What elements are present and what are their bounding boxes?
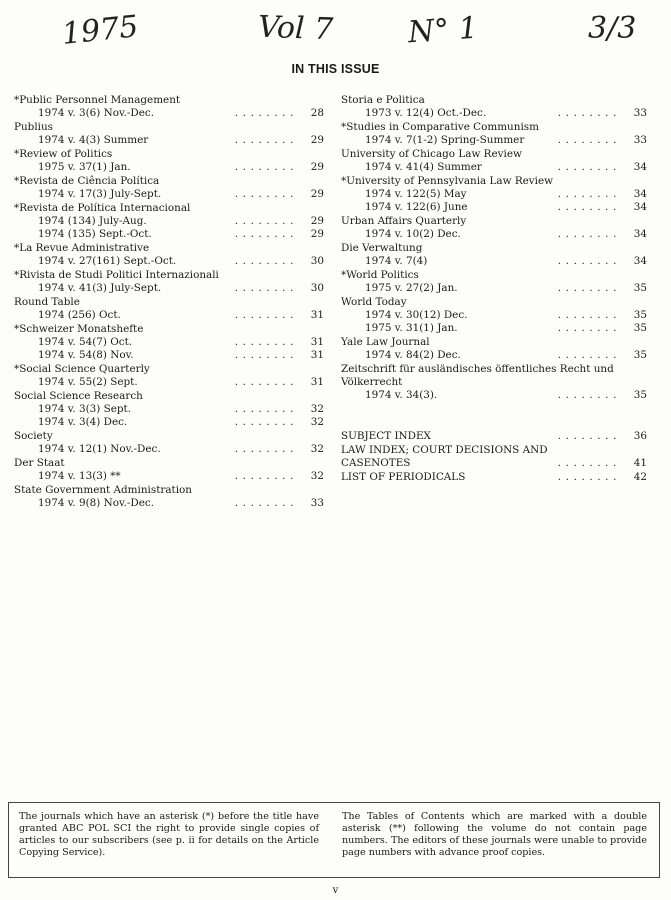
dot-leader: ........ <box>234 107 298 119</box>
page-ref: 31 <box>310 309 324 321</box>
journal-title: Yale Law Journal <box>341 336 430 348</box>
page-number: v <box>332 885 339 896</box>
journal-title: *Studies in Comparative Communism <box>341 121 539 133</box>
toc-line <box>341 161 647 174</box>
issue-label: LIST OF PERIODICALS <box>341 471 466 483</box>
page-ref: 34 <box>633 161 647 173</box>
toc-line <box>14 161 324 174</box>
page-ref: 34 <box>633 201 647 213</box>
page-ref: 35 <box>633 349 647 361</box>
dot-leader: ........ <box>557 282 621 294</box>
toc-line <box>341 389 647 402</box>
page-ref: 31 <box>310 349 324 361</box>
dot-leader: ........ <box>557 161 621 173</box>
issue-label: 1974 v. 41(3) July-Sept. <box>38 282 162 294</box>
page-ref: 35 <box>633 309 647 321</box>
page-ref: 35 <box>633 389 647 401</box>
issue-label: 1974 v. 12(1) Nov.-Dec. <box>38 443 161 455</box>
toc-line <box>341 134 647 147</box>
journal-entry <box>14 363 324 389</box>
dot-leader: ........ <box>234 255 298 267</box>
dot-leader: ........ <box>234 403 298 415</box>
journal-entry <box>14 148 324 174</box>
issue-label: 1974 v. 7(4) <box>365 255 428 267</box>
page-ref: 33 <box>310 497 324 509</box>
issue-label: 1974 v. 3(6) Nov.-Dec. <box>38 107 155 119</box>
journal-entry <box>341 215 647 241</box>
right-column <box>341 94 647 485</box>
journal-entry <box>341 121 647 147</box>
index-entry <box>341 444 647 470</box>
dot-leader: ........ <box>234 336 298 348</box>
issue-label: 1974 v. 3(3) Sept. <box>38 403 132 415</box>
dot-leader: ........ <box>234 349 298 361</box>
journal-title: Urban Affairs Quarterly <box>341 215 467 227</box>
page-ref: 32 <box>310 416 324 428</box>
dot-leader: ........ <box>234 215 298 227</box>
issue-label: 1974 v. 13(3) ** <box>38 470 121 482</box>
page-ref: 36 <box>633 430 647 442</box>
toc-line <box>14 336 324 349</box>
journal-entry <box>14 323 324 362</box>
dot-leader: ........ <box>557 107 621 119</box>
toc-line <box>14 228 324 241</box>
page-ref: 29 <box>310 188 324 200</box>
handwritten-year: 1975 <box>60 9 140 52</box>
issue-label: 1974 v. 27(161) Sept.-Oct. <box>38 255 177 267</box>
dot-leader: ........ <box>557 309 621 321</box>
journal-title: *Review of Politics <box>14 148 113 160</box>
issue-label: SUBJECT INDEX <box>341 430 431 442</box>
page-ref: 30 <box>310 255 324 267</box>
toc-line <box>14 376 324 389</box>
journal-entry <box>341 363 647 402</box>
journal-title: *La Revue Administrative <box>14 242 150 254</box>
journal-title: Die Verwaltung <box>341 242 423 254</box>
issue-label: 1974 v. 54(8) Nov. <box>38 349 134 361</box>
journal-title: *Social Science Quarterly <box>14 363 150 375</box>
issue-label: 1974 v. 17(3) July-Sept. <box>38 188 162 200</box>
journal-title: *Public Personnel Management <box>14 94 181 106</box>
page-ref: 32 <box>310 470 324 482</box>
issue-label: 1974 v. 30(12) Dec. <box>365 309 468 321</box>
asterisk-note: The journals which have an asterisk (*) before the title have granted ABC POL SCI the right to provide single copies of articles to our subscribers (see p. ii for details on the Article Copying Service). <box>19 811 319 858</box>
page-ref: 34 <box>633 255 647 267</box>
journal-title: Zeitschrift für ausländisches öffentliches Recht und Völkerrecht <box>341 363 614 388</box>
page-ref: 32 <box>310 443 324 455</box>
issue-label: 1974 v. 7(1-2) Spring-Summer <box>365 134 525 146</box>
issue-label: 1974 v. 54(7) Oct. <box>38 336 133 348</box>
toc-line <box>341 322 647 335</box>
toc-line <box>341 255 647 268</box>
dot-leader: ........ <box>234 376 298 388</box>
journal-entry <box>14 296 324 322</box>
toc-line <box>14 188 324 201</box>
page-ref: 33 <box>633 107 647 119</box>
journal-entry <box>14 457 324 483</box>
journal-title: *Revista de Política Internacional <box>14 202 191 214</box>
journal-entry <box>14 121 324 147</box>
dot-leader: ........ <box>234 161 298 173</box>
toc-line <box>14 134 324 147</box>
issue-label: 1974 (134) July-Aug. <box>38 215 147 227</box>
journal-entry <box>341 148 647 174</box>
dot-leader: ........ <box>557 389 621 401</box>
journal-entry <box>341 242 647 268</box>
journal-entry <box>341 296 647 335</box>
issue-label: 1974 v. 9(8) Nov.-Dec. <box>38 497 155 509</box>
journal-entry <box>14 242 324 268</box>
dot-leader: ........ <box>557 349 621 361</box>
page-ref: 29 <box>310 134 324 146</box>
page-ref: 29 <box>310 215 324 227</box>
issue-label: 1974 v. 34(3). <box>365 389 438 401</box>
page-ref: 32 <box>310 403 324 415</box>
handwritten-number: N° 1 <box>406 10 479 51</box>
issue-label: 1974 (256) Oct. <box>38 309 121 321</box>
journal-entry <box>14 269 324 295</box>
dot-leader: ........ <box>234 497 298 509</box>
section-title: IN THIS ISSUE <box>291 62 380 76</box>
dot-leader: ........ <box>234 188 298 200</box>
journal-title: Publius <box>14 121 54 133</box>
page-ref: 28 <box>310 107 324 119</box>
toc-line <box>341 188 647 201</box>
dot-leader: ........ <box>557 188 621 200</box>
toc-line <box>14 215 324 228</box>
toc-line <box>14 107 324 120</box>
dot-leader: ........ <box>234 309 298 321</box>
toc-line <box>341 107 647 120</box>
handwritten-volume: Vol 7 <box>257 9 334 48</box>
spacer <box>341 403 647 430</box>
toc-line <box>14 497 324 510</box>
double-asterisk-note: The Tables of Contents which are marked with a double asterisk (**) following the volume do not contain page numbers. The editors of these journals were unable to provide page numbers with advance proof copies. <box>342 811 647 858</box>
issue-label: 1974 v. 41(4) Summer <box>365 161 482 173</box>
dot-leader: ........ <box>557 201 621 213</box>
toc-line <box>341 282 647 295</box>
journal-title: University of Chicago Law Review <box>341 148 522 160</box>
journal-title: Social Science Research <box>14 390 143 402</box>
page-ref: 29 <box>310 228 324 240</box>
toc-line <box>341 201 647 214</box>
handwritten-fraction: 3/3 <box>588 11 637 46</box>
dot-leader: ........ <box>234 470 298 482</box>
issue-label: 1975 v. 37(1) Jan. <box>38 161 131 173</box>
journal-entry <box>341 336 647 362</box>
index-entry <box>341 430 647 443</box>
journal-entry <box>14 484 324 510</box>
issue-label: 1974 v. 122(5) May <box>365 188 467 200</box>
issue-label: 1974 v. 84(2) Dec. <box>365 349 461 361</box>
dot-leader: ........ <box>557 255 621 267</box>
issue-label: 1974 v. 122(6) June <box>365 201 468 213</box>
toc-line <box>14 403 324 416</box>
page-ref: 30 <box>310 282 324 294</box>
dot-leader: ........ <box>557 471 621 483</box>
toc-line <box>341 309 647 322</box>
page-ref: 35 <box>633 282 647 294</box>
toc-line <box>341 430 647 443</box>
dot-leader: ........ <box>557 457 621 469</box>
dot-leader: ........ <box>234 443 298 455</box>
toc-line <box>341 228 647 241</box>
journal-title: *Revista de Ciência Política <box>14 175 160 187</box>
left-column <box>14 94 324 511</box>
toc-line <box>14 349 324 362</box>
journal-title: Storia e Politica <box>341 94 425 106</box>
page-ref: 42 <box>633 471 647 483</box>
journal-title: *Schweizer Monatshefte <box>14 323 144 335</box>
index-entry <box>341 471 647 484</box>
dot-leader: ........ <box>557 322 621 334</box>
issue-label: 1974 v. 3(4) Dec. <box>38 416 128 428</box>
dot-leader: ........ <box>234 416 298 428</box>
page-ref: 34 <box>633 228 647 240</box>
journal-title: Der Staat <box>14 457 65 469</box>
journal-entry <box>14 175 324 201</box>
notes-box <box>8 802 660 878</box>
toc-line <box>14 282 324 295</box>
dot-leader: ........ <box>234 134 298 146</box>
journal-title: World Today <box>341 296 407 308</box>
page-ref: 34 <box>633 188 647 200</box>
issue-label: 1973 v. 12(4) Oct.-Dec. <box>365 107 487 119</box>
journal-entry <box>14 430 324 456</box>
journal-entry <box>341 94 647 120</box>
toc-line <box>14 470 324 483</box>
page-ref: 29 <box>310 161 324 173</box>
journal-title: Round Table <box>14 296 80 308</box>
index-label: LAW INDEX; COURT DECISIONS AND CASENOTES <box>341 444 548 469</box>
issue-label: 1974 v. 4(3) Summer <box>38 134 149 146</box>
toc-line <box>14 309 324 322</box>
dot-leader: ........ <box>234 228 298 240</box>
journal-entry <box>341 175 647 214</box>
dot-leader: ........ <box>557 134 621 146</box>
issue-label: 1975 v. 27(2) Jan. <box>365 282 458 294</box>
page-ref: 31 <box>310 376 324 388</box>
dot-leader: ........ <box>234 282 298 294</box>
dot-leader: ........ <box>557 430 621 442</box>
journal-title: State Government Administration <box>14 484 192 496</box>
toc-line <box>341 471 647 484</box>
page-ref: 35 <box>633 322 647 334</box>
page-ref: 31 <box>310 336 324 348</box>
journal-entry <box>14 390 324 429</box>
issue-label: 1975 v. 31(1) Jan. <box>365 322 458 334</box>
journal-title: *University of Pennsylvania Law Review <box>341 175 554 187</box>
journal-entry <box>14 94 324 120</box>
dot-leader: ........ <box>557 228 621 240</box>
toc-line <box>341 349 647 362</box>
journal-entry <box>341 269 647 295</box>
journal-title: *World Politics <box>341 269 419 281</box>
issue-label: 1974 (135) Sept.-Oct. <box>38 228 152 240</box>
toc-line <box>14 416 324 429</box>
page-ref: 33 <box>633 134 647 146</box>
journal-title: *Rivista de Studi Politici Internazionali <box>14 269 219 281</box>
toc-line <box>14 443 324 456</box>
journal-entry <box>14 202 324 241</box>
toc-line <box>14 255 324 268</box>
issue-label: 1974 v. 10(2) Dec. <box>365 228 461 240</box>
issue-label: 1974 v. 55(2) Sept. <box>38 376 138 388</box>
journal-title: Society <box>14 430 53 442</box>
page-ref: 41 <box>633 457 647 469</box>
